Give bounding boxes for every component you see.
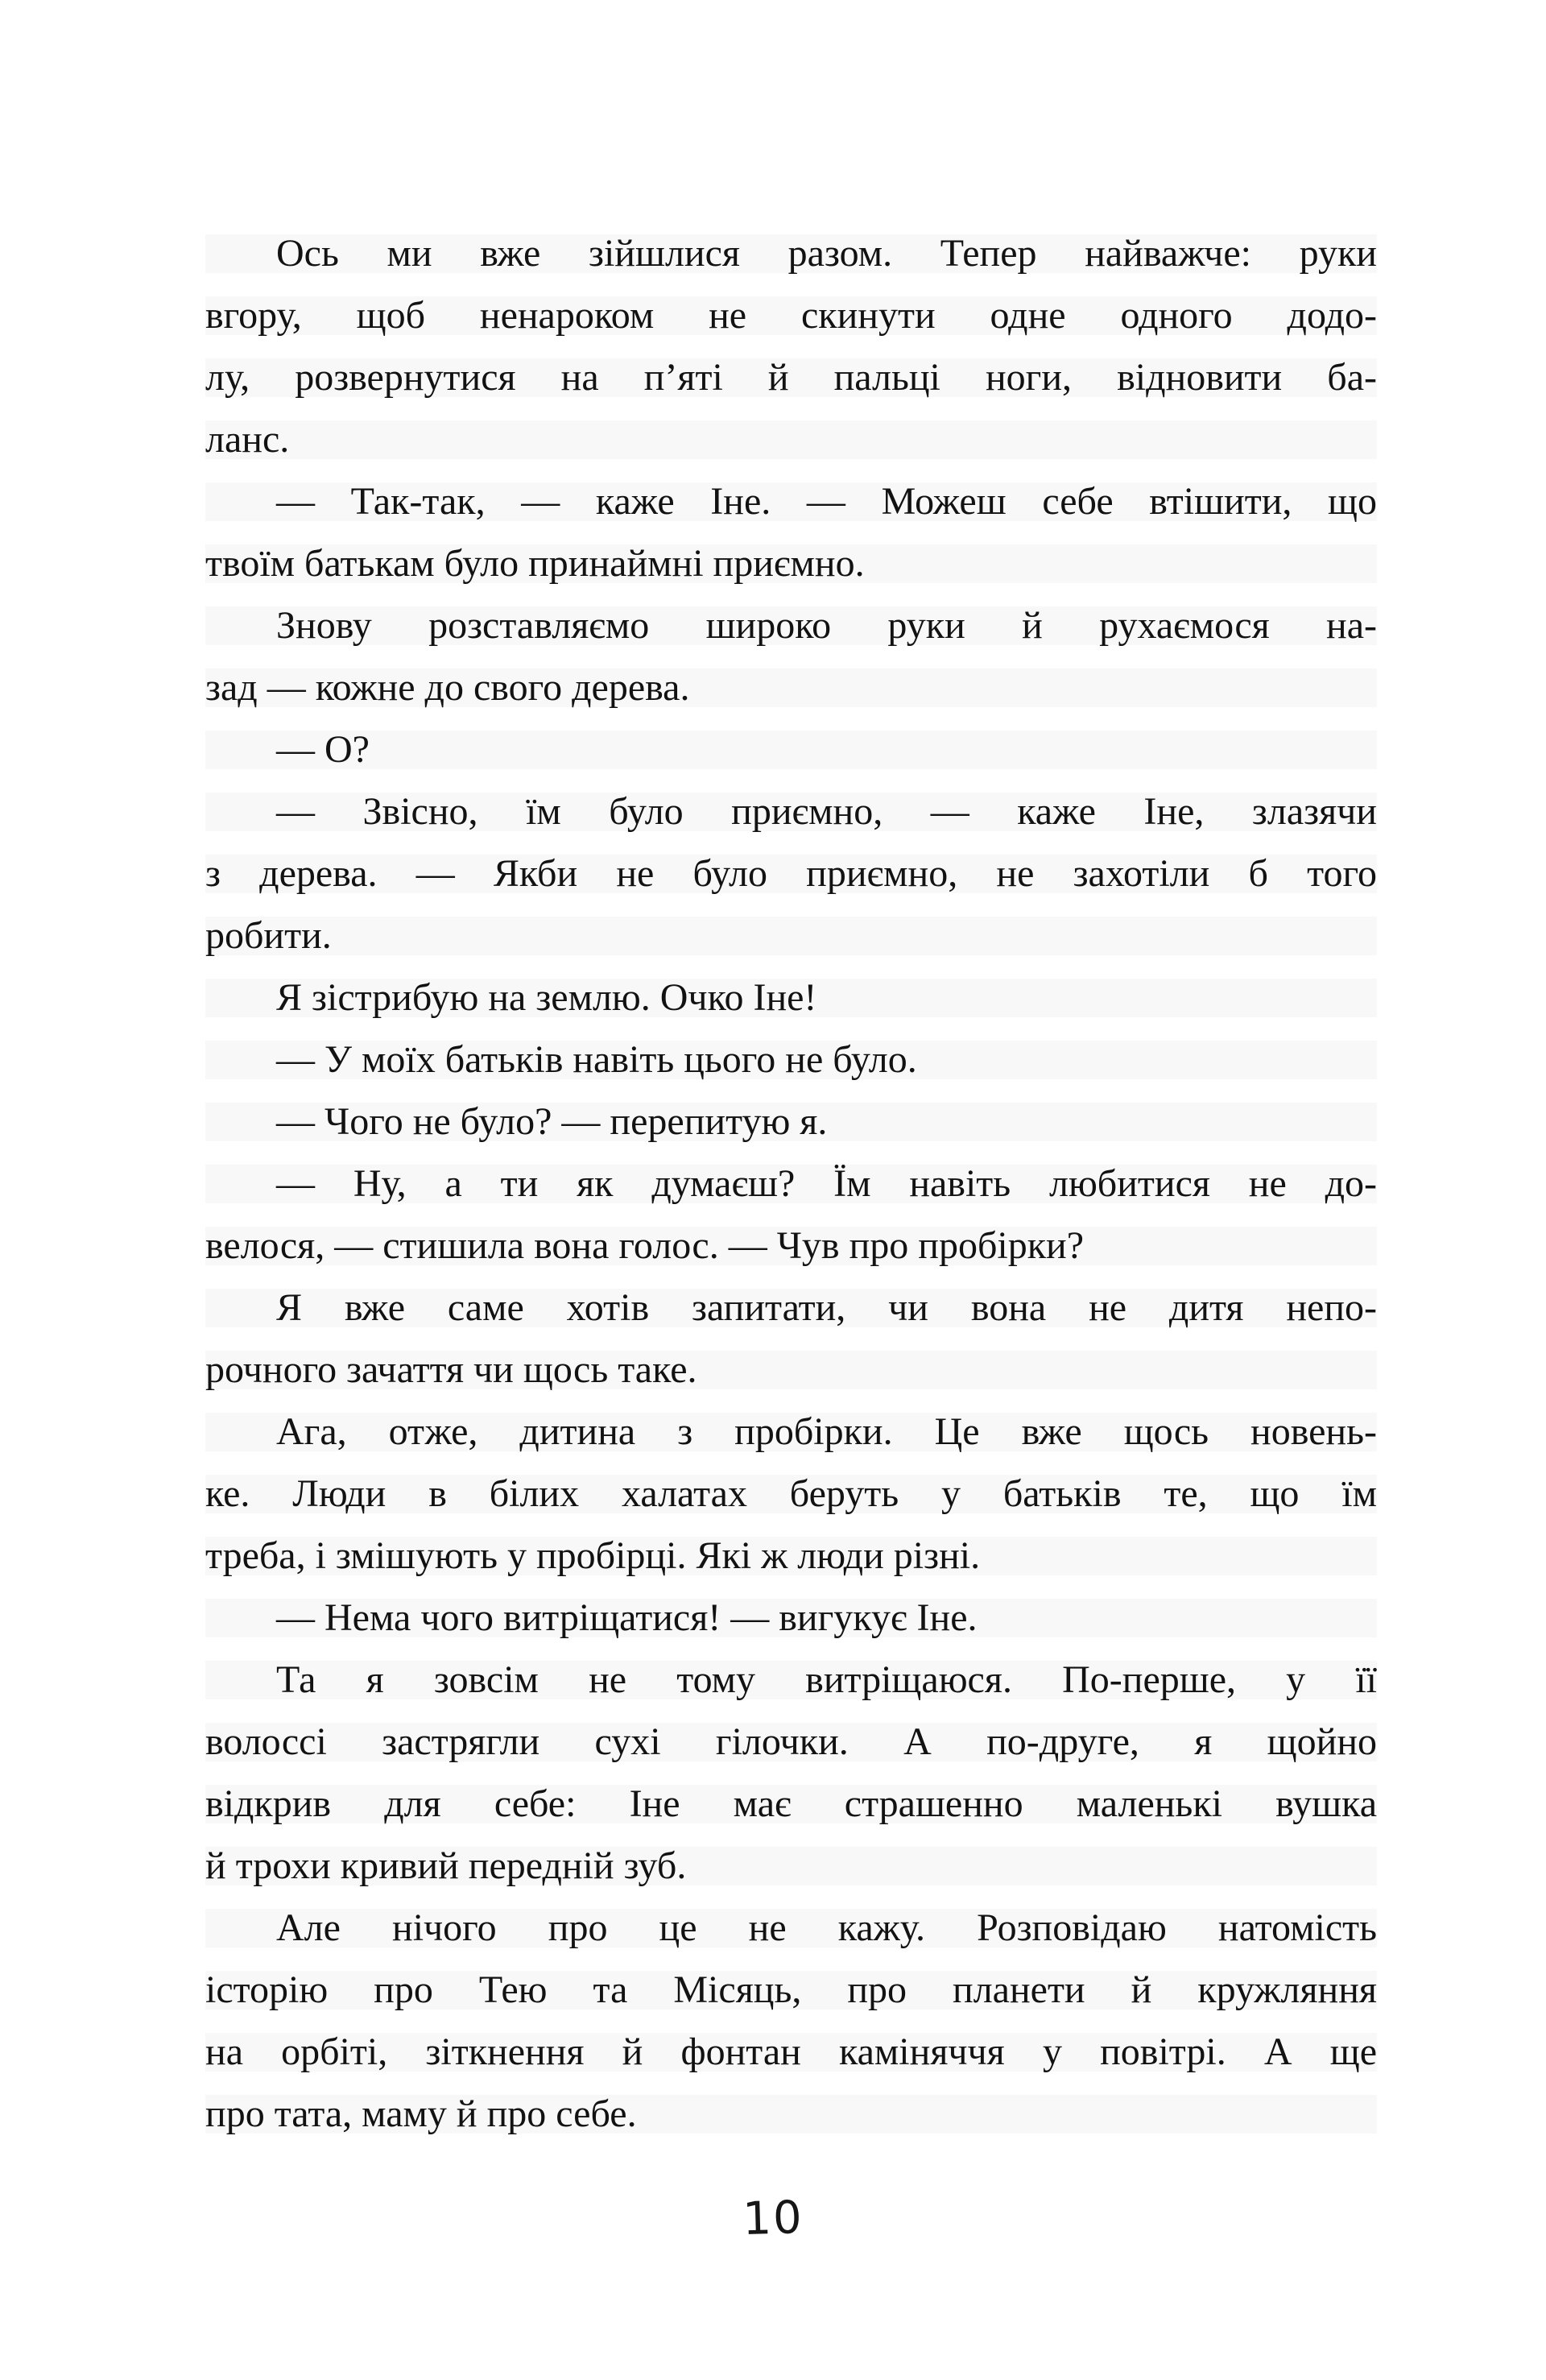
text-line: ке. Люди в білих халатах беруть у батьків те, що їм: [205, 1463, 1377, 1525]
page-number: 10: [742, 2192, 804, 2245]
text-line: треба, і змішують у пробірці. Які ж люди різні.: [205, 1525, 1377, 1587]
text-line: на орбіті, зіткнення й фонтан каміняччя у повітрі. А ще: [205, 2021, 1377, 2083]
text-line: ланс.: [205, 408, 1377, 470]
text-line: Але нічого про це не кажу. Розповідаю натомість: [205, 1897, 1377, 1959]
text-line: відкрив для себе: Іне має страшенно маленькі вушка: [205, 1773, 1377, 1835]
text-line: зад — кожне до свого дерева.: [205, 656, 1377, 718]
text-line: Ага, отже, дитина з пробірки. Це вже щось новень-: [205, 1401, 1377, 1463]
text-line: Ось ми вже зійшлися разом. Тепер найважче: руки: [205, 222, 1377, 284]
text-line: волоссі застрягли сухі гілочки. А по-друге, я щойно: [205, 1711, 1377, 1773]
text-line: Я зістрибую на землю. Очко Іне!: [205, 966, 1377, 1029]
text-line: робити.: [205, 904, 1377, 966]
text-line: — Ну, а ти як думаєш? Їм навіть любитися не до-: [205, 1153, 1377, 1215]
text-line: рочного зачаття чи щось таке.: [205, 1339, 1377, 1401]
text-line: твоїм батькам було принаймні приємно.: [205, 532, 1377, 594]
text-line: лу, розвернутися на п’яті й пальці ноги, відновити ба-: [205, 346, 1377, 408]
page-text: [205, 222, 1377, 2145]
text-line: велося, — стишила вона голос. — Чув про пробірки?: [205, 1215, 1377, 1277]
text-line: — Звісно, їм було приємно, — каже Іне, злазячи: [205, 780, 1377, 842]
text-line: — Нема чого витріщатися! — вигукує Іне.: [205, 1587, 1377, 1649]
text-line: з дерева. — Якби не було приємно, не захотіли б того: [205, 842, 1377, 904]
text-line: — О?: [205, 718, 1377, 780]
text-line: — Чого не було? — перепитую я.: [205, 1091, 1377, 1153]
text-line: — Так-так, — каже Іне. — Можеш себе втішити, що: [205, 470, 1377, 532]
text-line: історію про Тею та Місяць, про планети й кружляння: [205, 1959, 1377, 2021]
text-line: вгору, щоб ненароком не скинути одне одного додо-: [205, 284, 1377, 346]
text-line: про тата, маму й про себе.: [205, 2083, 1377, 2145]
text-line: Знову розставляємо широко руки й рухаємося на-: [205, 594, 1377, 656]
text-line: й трохи кривий передній зуб.: [205, 1835, 1377, 1897]
text-line: — У моїх батьків навіть цього не було.: [205, 1029, 1377, 1091]
text-line: Я вже саме хотів запитати, чи вона не дитя непо-: [205, 1277, 1377, 1339]
text-line: Та я зовсім не тому витріщаюся. По-перше, у її: [205, 1649, 1377, 1711]
